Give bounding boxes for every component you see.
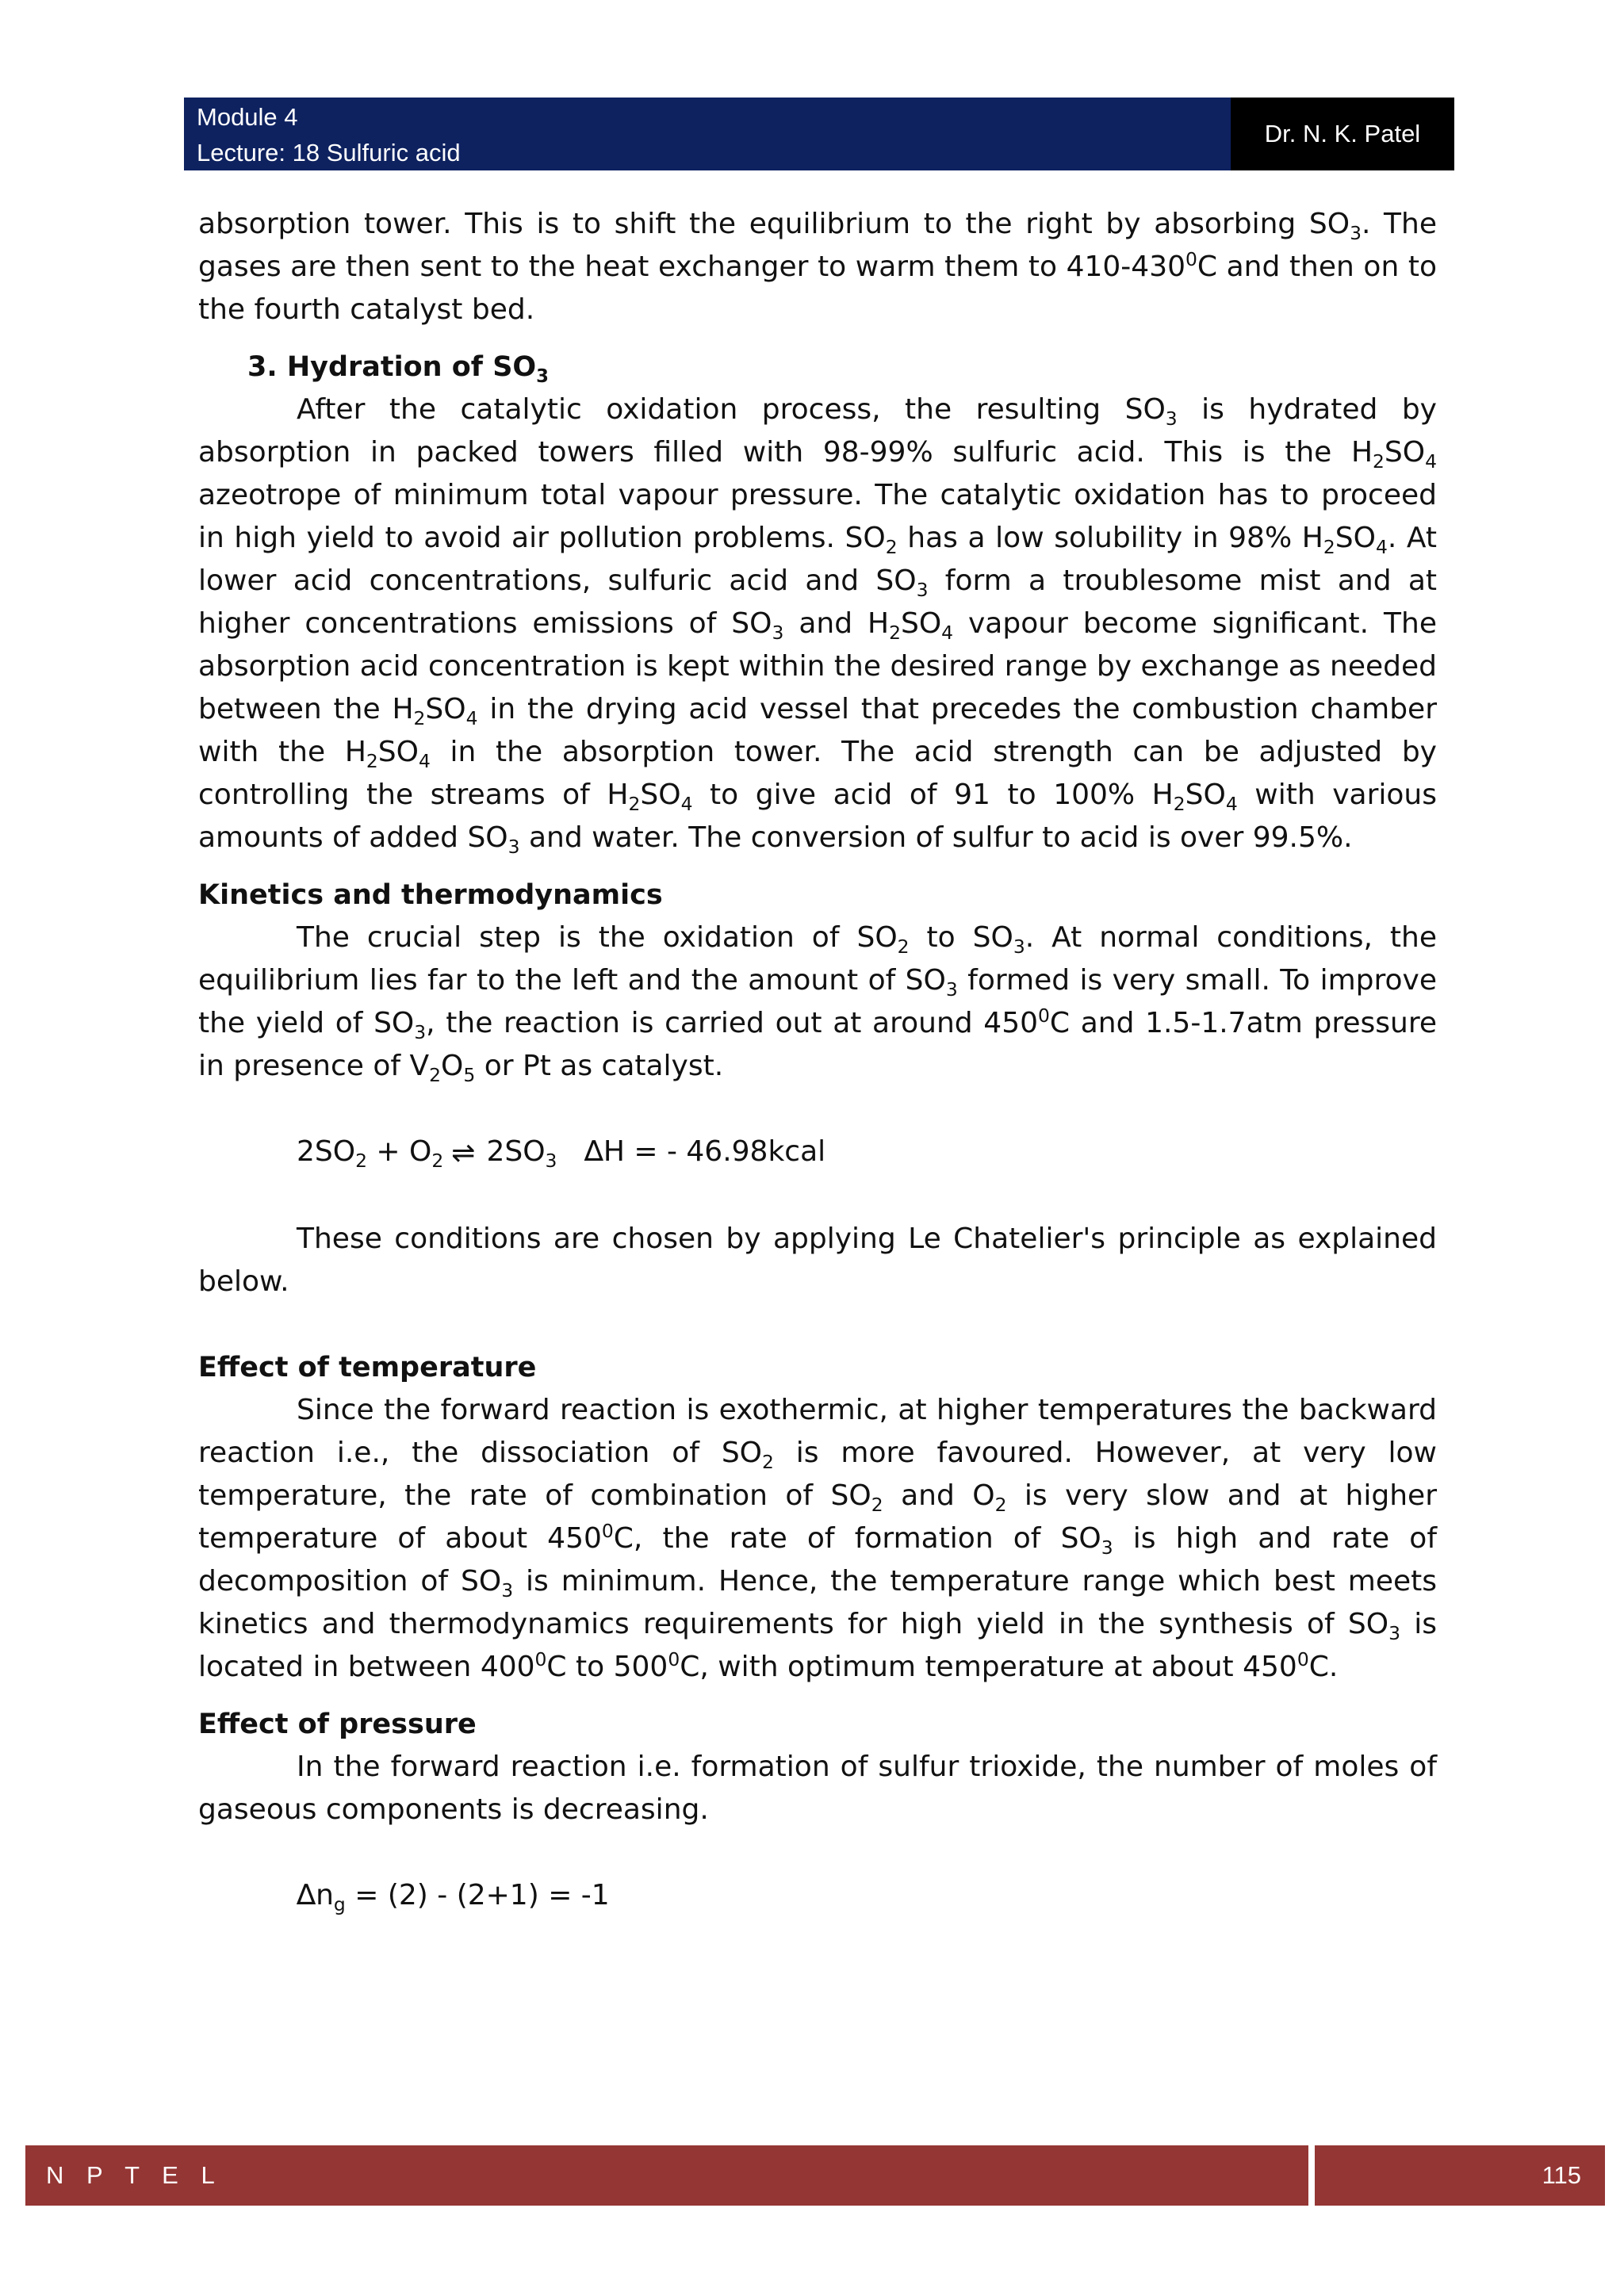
header-author-box	[1231, 98, 1454, 170]
document-body	[198, 203, 1437, 1917]
header-module-banner	[184, 98, 1231, 170]
page-number: 115	[1542, 2161, 1581, 2189]
paragraph-pressure: In the forward reaction i.e. formation of sulfur trioxide, the number of moles of gaseous components is decreasing.	[198, 1751, 1437, 1826]
paragraph-intro: absorption tower. This is to shift the equilibrium to the right by absorbing $SO_3$. The gases are then sent to the heat exchanger to warm them to $410-430^0C$ and then on to the fourth catalyst bed.	[198, 208, 1438, 326]
paragraph-hydration: After the catalytic oxidation process, the resulting $SO_3$ is hydrated by absorption in packed towers filled with 98-99% sulfuric acid. This is the $H_2SO_4$ azeotrope of minimum total vapour pressure. The catalytic oxidation has to proceed in high yield to avoid air pollution problems. $SO_2$ has a low solubility in 98% $H_2SO_4$. At lower acid concentrations, sulfuric acid and $SO_3$ form a troublesome mist and at higher concentrations emissions of $SO_3$ and $H_2SO_4$ vapour become significant. The absorption acid concentration is kept within the desired range by exchange as needed between the $H_2SO_4$ in the drying acid vessel that precedes the combustion chamber with the $H_2SO_4$ in the absorption tower. The acid strength can be adjusted by controlling the streams of $H_2SO_4$ to give acid of 91 to 100% $H_2SO_4$ with various amounts of added $SO_3$ and water. The conversion of sulfur to acid is over 99.5%.	[198, 393, 1438, 859]
enthalpy-value: ∆H = - 46.98kcal	[584, 1135, 826, 1168]
lecture-title: Lecture: 18 Sulfuric acid	[197, 139, 461, 166]
equilibrium-arrow-icon: ⇌	[451, 1137, 476, 1169]
footer-page-box	[1315, 2145, 1605, 2206]
section-heading-pressure: Effect of pressure	[198, 1709, 477, 1740]
author-name: Dr. N. K. Patel	[1264, 120, 1421, 147]
delta-n-equation: $\Delta n_g = (2) - (2+1) = -1$	[297, 1879, 610, 1916]
paragraph-kinetics: The crucial step is the oxidation of $SO_2$ to $SO_3$. At normal conditions, the equilibrium lies far to the left and the amount of $SO_3$ formed is very small. To improve the yield of $SO_3$, the reaction is carried out at around $450^0C$ and 1.5-1.7atm pressure in presence of $V_2O_5$ or Pt as catalyst.	[198, 921, 1437, 1087]
footer-nptel-bar	[25, 2145, 1308, 2206]
reaction-equation: $2SO_2 + O_2$ ⇌ $2SO_3$ ∆H = - 46.98kcal	[198, 1131, 1437, 1175]
module-label: Module 4	[197, 103, 298, 131]
section-heading-temperature: Effect of temperature	[198, 1352, 537, 1383]
section-heading-hydration: 3. Hydration of $SO_3$	[247, 351, 550, 387]
paragraph-conditions: These conditions are chosen by applying Le Chatelier's principle as explained below.	[198, 1223, 1437, 1298]
footer-label: N P T E L	[46, 2161, 223, 2189]
paragraph-temperature: Since the forward reaction is exothermic, at higher temperatures the backward reaction i.e., the dissociation of $SO_2$ is more favoured. However, at very low temperature, the rate of combination of $SO_2$ and $O_2$ is very slow and at higher temperature of about $450^0C$, the rate of formation of $SO_3$ is high and rate of decomposition of $SO_3$ is minimum. Hence, the temperature range which best meets kinetics and thermodynamics requirements for high yield in the synthesis of $SO_3$ is located in between $400^0C$ to $500^0C$, with optimum temperature at about $450^0C$.	[198, 1394, 1437, 1683]
section-heading-kinetics: Kinetics and thermodynamics	[198, 879, 663, 911]
